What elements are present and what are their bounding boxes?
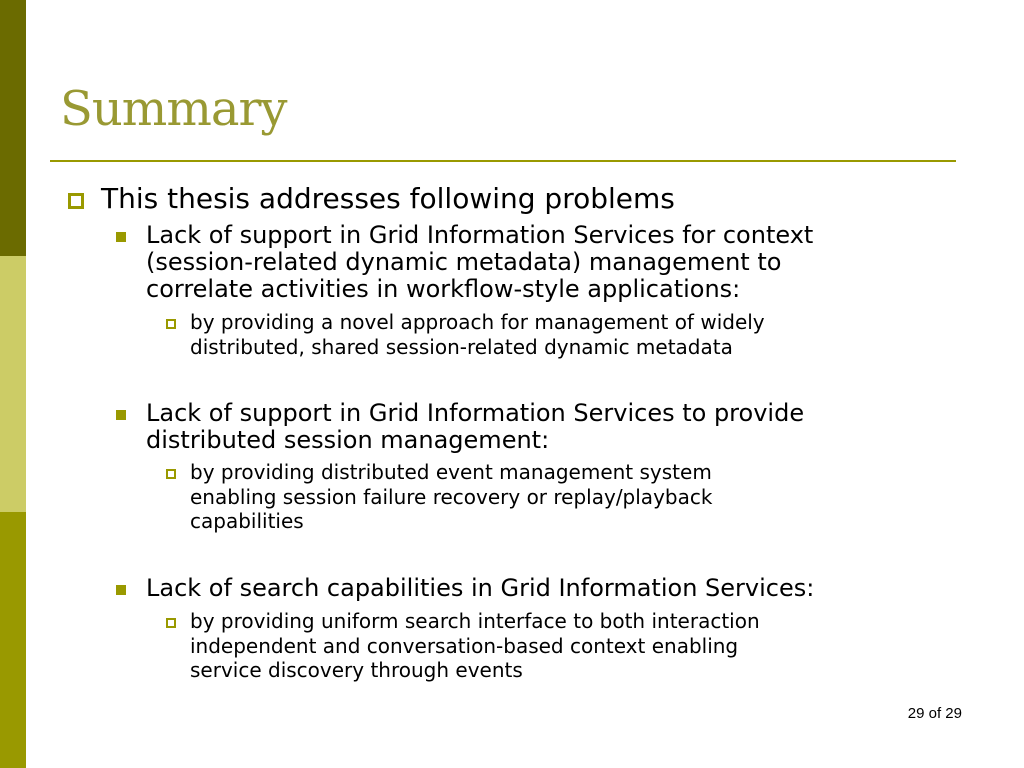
hollow-square-bullet-icon bbox=[166, 469, 176, 479]
filled-square-bullet-icon bbox=[116, 410, 126, 420]
slide-title: Summary bbox=[60, 81, 287, 137]
filled-square-bullet-icon bbox=[116, 585, 126, 595]
problem-1-text bbox=[146, 222, 976, 303]
solution-2-line-3: capabilities bbox=[190, 509, 304, 533]
problem-1-line-2: (session-related dynamic metadata) management to bbox=[146, 248, 782, 276]
hollow-square-bullet-icon bbox=[68, 193, 84, 209]
problem-3-line-1: Lack of search capabilities in Grid Information Services: bbox=[146, 574, 815, 602]
problem-2-line-1: Lack of support in Grid Information Services to provide bbox=[146, 399, 805, 427]
problem-2-text bbox=[146, 400, 976, 454]
main-point: This thesis addresses following problems bbox=[101, 182, 675, 215]
solution-1-line-1: by providing a novel approach for management of widely bbox=[190, 310, 765, 334]
solution-1-line-2: distributed, shared session-related dynamic metadata bbox=[190, 334, 733, 359]
hollow-square-bullet-icon bbox=[166, 618, 176, 628]
problem-1-line-1: Lack of support in Grid Information Services for context bbox=[146, 221, 814, 249]
solution-2-line-2: enabling session failure recovery or replay/playback bbox=[190, 484, 713, 509]
page-number: 29 of 29 bbox=[907, 705, 962, 722]
problem-2-line-2: distributed session management: bbox=[146, 426, 550, 454]
filled-square-bullet-icon bbox=[116, 232, 126, 242]
problem-3-text bbox=[146, 575, 976, 602]
solution-3-line-3: service discovery through events bbox=[190, 658, 523, 682]
hollow-square-bullet-icon bbox=[166, 319, 176, 329]
solution-1-text bbox=[190, 310, 970, 359]
solution-2-line-1: by providing distributed event management system bbox=[190, 460, 712, 484]
solution-2-text bbox=[190, 460, 970, 534]
solution-3-line-1: by providing uniform search interface to both interaction bbox=[190, 609, 760, 633]
solution-3-text bbox=[190, 609, 970, 683]
problem-1-line-3: correlate activities in workflow-style applications: bbox=[146, 275, 741, 303]
solution-3-line-2: independent and conversation-based context enabling bbox=[190, 633, 739, 658]
